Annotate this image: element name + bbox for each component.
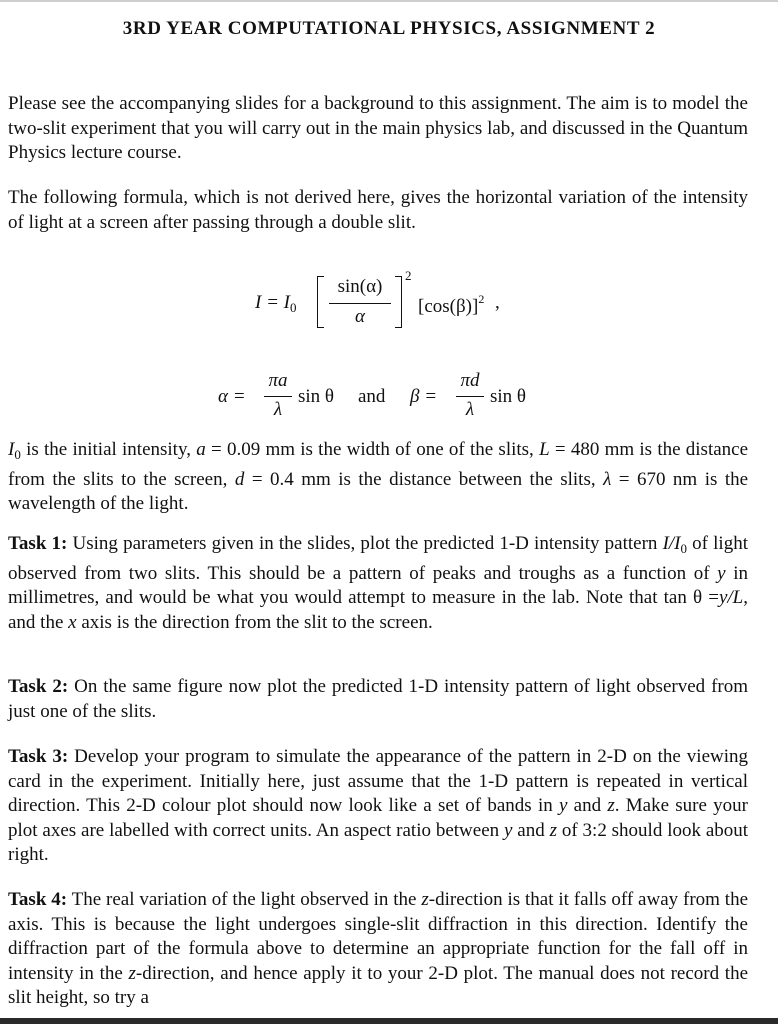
right-bracket (395, 276, 402, 328)
eq1-comma: , (495, 292, 500, 313)
eq1-power: 2 (405, 268, 412, 283)
intro-paragraph-2: The following formula, which is not derived here, gives the horizontal variation of the intensity of light at a screen after passing through a double slit. (8, 187, 748, 233)
and-word: and (358, 386, 386, 407)
task-2-label: Task 2: (8, 676, 69, 697)
symbol-I-over-I0: $I/I_0$ (662, 533, 688, 556)
alpha-fraction-bar (264, 396, 292, 397)
page-title: 3RD YEAR COMPUTATIONAL PHYSICS, ASSIGNMENT 2 (122, 18, 656, 39)
eq1-lhs: $I = I_0$ (255, 292, 297, 315)
left-bracket (317, 276, 324, 328)
task-1-paragraph: Task 1: Using parameters given in the slides, plot the predicted 1-D intensity pattern $I/I_0$ of light observed from two slits. This should be a pattern of peaks and troughs as a function of y in millimetres, and would be what you would attempt to measure in the lab. Note that tan θ =y/L, and the x axis is the direction from the slit to the screen. (8, 533, 749, 633)
alpha-denominator: λ (273, 399, 283, 420)
top-rule (0, 0, 778, 2)
alpha-numerator: πa (268, 370, 288, 391)
beta-lhs: β = (410, 386, 438, 407)
task-3-label: Task 3: (8, 746, 69, 767)
bottom-rule (0, 1018, 778, 1024)
beta-denominator: λ (465, 399, 475, 420)
beta-numerator: πd (460, 370, 480, 391)
task-4-label: Task 4: (8, 889, 68, 910)
eq1-denominator: α (355, 306, 365, 327)
task-4-paragraph: Task 4: The real variation of the light observed in the z-direction is that it falls off away from the axis. This is because the light undergoes single-slit diffraction in this direction. Identify the diffraction part of the formula above to determine an appropriate function for the fall off in intensity in the z-direction, and hence apply it to your 2-D plot. The manual does not record the slit height, so try a (8, 889, 749, 1009)
task-1-label: Task 1: (8, 533, 68, 554)
eq1-numerator: sin(α) (337, 276, 383, 297)
beta-sin: sin θ (490, 386, 527, 407)
eq1-cos-term: $[\cos(\beta)]^2$ (418, 292, 485, 317)
intro-paragraph-1: Please see the accompanying slides for a background to this assignment. The aim is to model the two-slit experiment that you will carry out in the main physics lab, and discussed in the Quantum Physics lecture course. (8, 93, 748, 164)
eq1-fraction-bar (329, 303, 391, 304)
alpha-sin: sin θ (298, 386, 335, 407)
task-2-paragraph: Task 2: On the same figure now plot the predicted 1-D intensity pattern of light observed from just one of the slits. (8, 676, 749, 722)
parameters-paragraph: $I_0$ is the initial intensity, a = 0.09 mm is the width of one of the slits, L = 480 mm is the distance from the slits to the screen, d = 0.4 mm is the distance between the slits, λ = 670 nm is the wavelength of the light. (8, 439, 749, 515)
symbol-I0: $I_0$ (8, 439, 21, 462)
alpha-lhs: α = (218, 386, 246, 407)
task-3-paragraph: Task 3: Develop your program to simulate the appearance of the pattern in 2-D on the viewing card in the experiment. Initially here, just assume that the 1-D pattern is repeated in vertical direction. This 2-D colour plot should now look like a set of bands in y and z. Make sure your plot axes are labelled with correct units. An aspect ratio between y and z of 3:2 should look about right. (8, 746, 749, 866)
beta-fraction-bar (456, 396, 484, 397)
